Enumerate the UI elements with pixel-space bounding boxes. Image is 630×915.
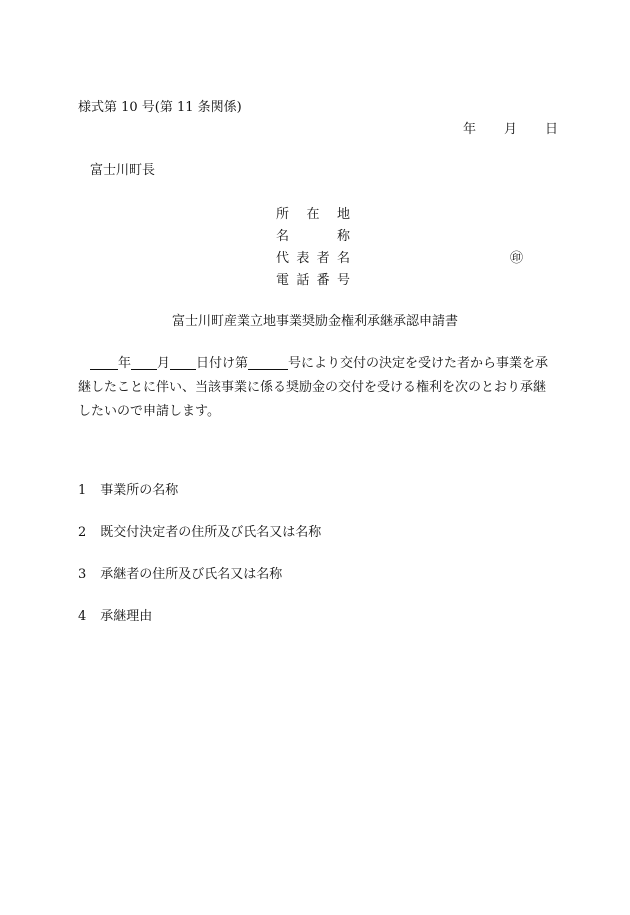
item-label: 事業所の名称 (100, 483, 179, 498)
body-month-label: 月 (157, 356, 171, 371)
applicant-phone-row (276, 270, 536, 292)
seal-mark: ㊞ (510, 251, 524, 266)
blank-year (90, 354, 118, 370)
item-1 (78, 482, 178, 500)
blank-month (131, 354, 157, 370)
item-3 (78, 566, 282, 584)
applicant-representative-row (276, 248, 536, 270)
applicant-name-row (276, 226, 536, 248)
form-number: 様式第 10 号(第 11 条関係) (78, 100, 242, 115)
date-day-label: 日 (545, 122, 559, 137)
applicant-address-label: 所在地 (276, 207, 350, 222)
item-label: 既交付決定者の住所及び氏名又は名称 (100, 525, 322, 540)
blank-number (248, 354, 288, 370)
body-text-after: 号により交付の決定を受けた者から事業を承継したことに伴い、当該事業に係る奨励金の交付を受ける権利を次のとおり承継したいので申請します。 (78, 356, 549, 419)
date-year-label: 年 (463, 122, 477, 137)
item-number: 1 (78, 483, 87, 498)
item-number: 3 (78, 567, 87, 582)
applicant-block (276, 204, 536, 292)
applicant-address-row (276, 204, 536, 226)
date-month-label: 月 (504, 122, 518, 137)
body-paragraph (78, 352, 558, 424)
applicant-name-label: 名称 (276, 229, 350, 244)
item-2 (78, 524, 321, 542)
item-label: 承継理由 (100, 609, 153, 624)
body-day-label: 日付け第 (196, 356, 249, 371)
item-number: 2 (78, 525, 87, 540)
blank-day (170, 354, 196, 370)
date-line (463, 121, 558, 139)
item-number: 4 (78, 609, 87, 624)
applicant-representative-label: 代表者名 (276, 251, 350, 266)
body-year-label: 年 (118, 356, 132, 371)
item-4 (78, 608, 152, 626)
document-title: 富士川町産業立地事業奨励金権利承継承認申請書 (171, 314, 458, 329)
item-label: 承継者の住所及び氏名又は名称 (100, 567, 283, 582)
applicant-phone-label: 電話番号 (276, 273, 350, 288)
addressee: 富士川町長 (90, 163, 156, 178)
